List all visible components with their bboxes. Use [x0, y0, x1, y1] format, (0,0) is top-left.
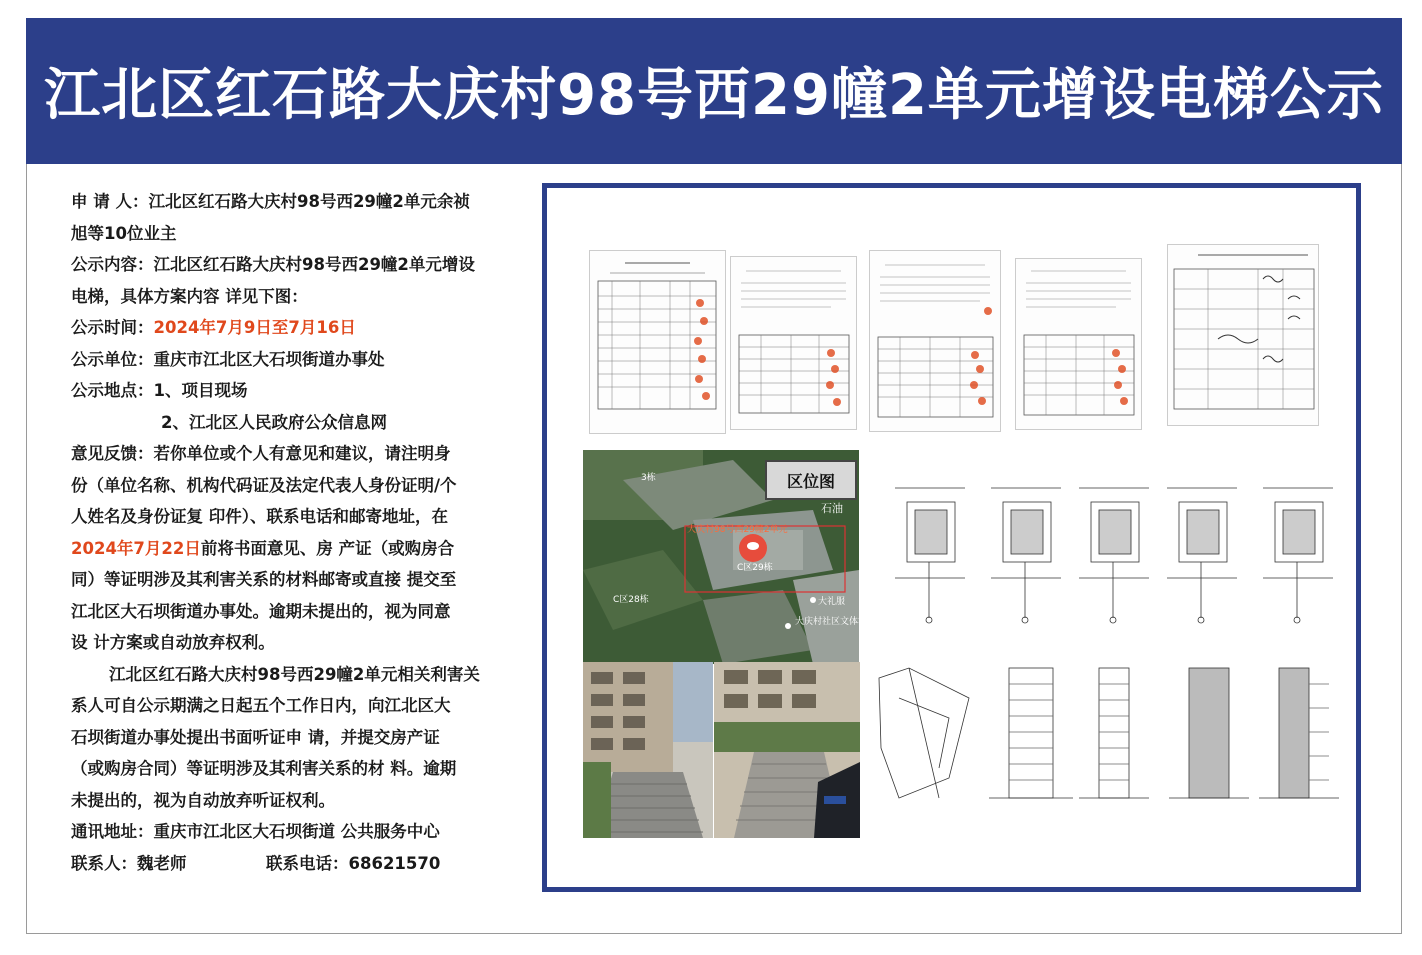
applicant-line: 申 请 人：江北区红石路大庆村98号西29幢2单元余祯 — [71, 192, 470, 211]
site-photo — [583, 662, 713, 838]
hearing-line: 系人可自公示期满之日起五个工作日内，向江北区大 — [71, 696, 451, 715]
applicant-line: 旭等10位业主 — [71, 223, 177, 243]
time-line — [71, 312, 526, 344]
feedback-line: 设 计方案或自动放弃权利。 — [71, 633, 275, 652]
contact-line — [71, 848, 526, 880]
time-value: 2024年7月9日至7月16日 — [153, 318, 356, 337]
consent-document — [589, 250, 726, 434]
feedback-line: 同）等证明涉及其利害关系的材料邮寄或直接 提交至 — [71, 570, 457, 589]
feedback-line: 江北区大石坝街道办事处。逾期未提出的，视为同意 — [71, 601, 451, 621]
feedback-line: 份（单位名称、机构代码证及法定代表人身份证明/个 — [71, 475, 457, 495]
location-map — [583, 450, 895, 664]
feedback-line: 人姓名及身份证复 印件）、联系电话和邮寄地址，在 — [71, 507, 448, 526]
unit-line: 公示单位：重庆市江北区大石坝街道办事处 — [71, 349, 385, 369]
address-line: 通讯地址：重庆市江北区大石坝街道 公共服务中心 — [71, 822, 440, 841]
title-banner — [26, 18, 1402, 164]
map-label-road: 石油 — [821, 502, 843, 515]
feedback-deadline: 2024年7月22日 — [71, 538, 201, 558]
floor-plan-drawing — [877, 478, 1357, 628]
map-tag: 区位图 — [765, 460, 857, 500]
page-title: 江北区红石路大庆村98号西29幢2单元增设电梯公示 — [44, 63, 1384, 128]
place-line: 2、江北区人民政府公众信息网 — [161, 412, 387, 432]
consent-document — [869, 250, 1001, 432]
consent-document — [730, 256, 857, 430]
map-label-center: 大庆村社区文体活动中心 — [795, 617, 895, 627]
content-line: 电梯，具体方案内容 详见下图： — [71, 286, 308, 306]
contact-phone: 联系电话：68621570 — [266, 853, 441, 873]
content-line: 公示内容：江北区红石路大庆村98号西29幢2单元增设 — [71, 255, 475, 274]
contact-person: 联系人：魏老师 — [71, 853, 187, 873]
feedback-line — [71, 533, 526, 565]
consent-document — [1167, 244, 1319, 426]
feedback-line: 意见反馈：若你单位或个人有意见和建议，请注明身 — [71, 444, 451, 463]
hearing-line: 未提出的，视为自动放弃听证权利。 — [71, 790, 335, 810]
map-label-c28: C区28栋 — [613, 595, 649, 605]
map-label-c-zone: C区29栋 — [737, 563, 773, 573]
hearing-line: （或购房合同）等证明涉及其利害关系的材 料。逾期 — [71, 759, 457, 778]
map-label-big: 大礼服 — [818, 597, 846, 607]
site-photo — [714, 662, 860, 838]
notice-text — [71, 186, 526, 879]
feedback-text: 前将书面意见、房 产证（或购房合 — [200, 538, 455, 558]
hearing-line: 江北区红石路大庆村98号西29幢2单元相关利害关 — [109, 664, 480, 684]
attachments-panel — [542, 183, 1361, 892]
map-label-building: 大庆村98号西29幢2单元 — [687, 525, 788, 535]
map-label-3: 3栋 — [641, 473, 656, 483]
consent-document — [1015, 258, 1142, 430]
place-line: 公示地点：1、项目现场 — [71, 381, 248, 400]
hearing-line: 石坝街道办事处提出书面听证申 请，并提交房产证 — [71, 727, 440, 747]
time-label: 公示时间： — [71, 318, 154, 337]
elevation-drawing — [869, 658, 1359, 818]
